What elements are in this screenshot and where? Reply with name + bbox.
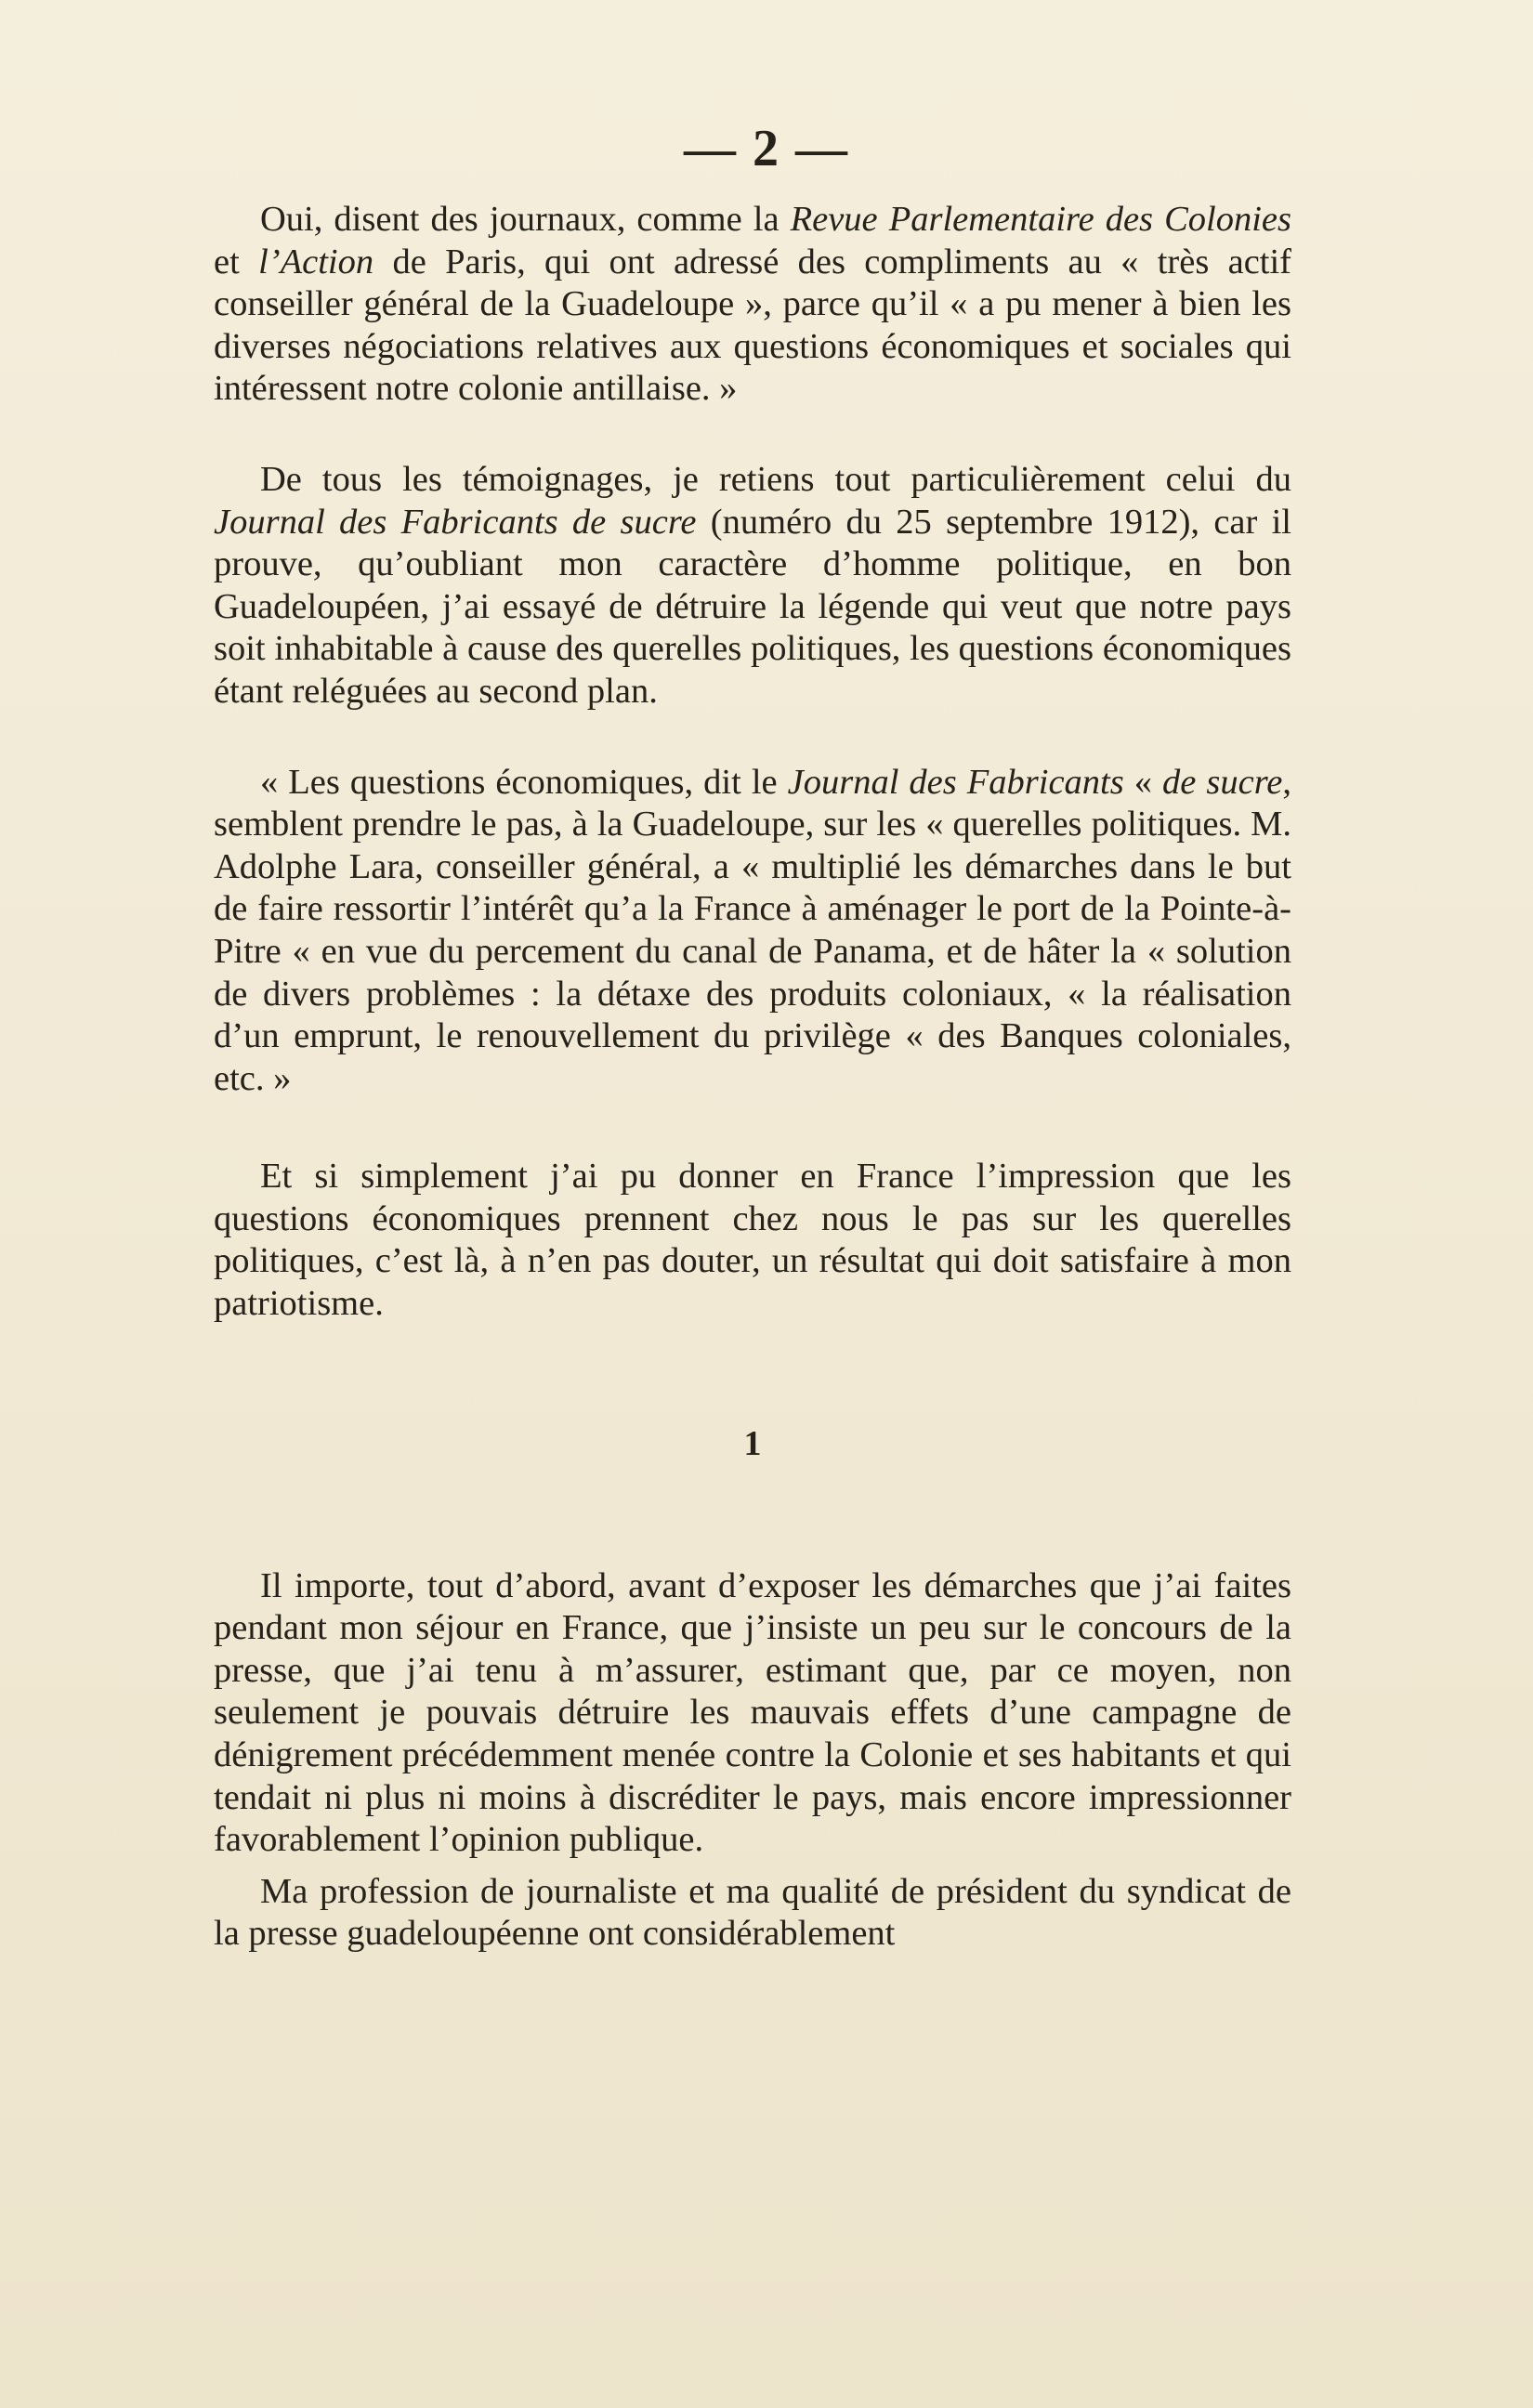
- paragraph-journalist-profession: [214, 1871, 1291, 1956]
- paragraph-quote-journal-fabricants: [214, 762, 1291, 1101]
- text-run: De tous les témoignages, je retiens tout particulièrement celui du: [260, 459, 1291, 499]
- section-number: 1: [743, 1423, 762, 1463]
- text-run: Et si simplement j’ai pu donner en France l’impression que les questions économiques prennent chez nous le pas sur les querelles politiques, c’est là, à n’en pas douter, un résultat qui doit satisfaire à mon patriotisme.: [214, 1157, 1291, 1324]
- body-text: [214, 199, 1291, 1956]
- italic-title-run: Journal des Fabricants: [787, 762, 1124, 802]
- text-run: Oui, disent des journaux, comme la: [260, 200, 791, 239]
- italic-title-run: de sucre: [1162, 762, 1283, 802]
- paragraph-journals: [214, 199, 1291, 411]
- text-run: , semblent prendre le pas, à la Guadeloupe, sur les « querelles politiques. M. Adolphe Lara, conseiller général, a « multiplié les démarches dans le but de faire ressortir l’intérêt qu’a la France à aménager le port de la Pointe-à-Pitre « en vue du percement du canal de Panama, et de hâter la « solution de divers problèmes : la détaxe des produits coloniaux, « la réalisation d’un emprunt, le renouvellement du privilège « des Banques coloniales, etc. »: [214, 762, 1291, 1098]
- text-run: de Paris, qui ont adressé des compliments au « très actif conseiller général de la Guadeloupe », parce qu’il « a pu mener à bien les diverses négociations relatives aux questions économiques et sociales qui intéressent notre colonie antillaise. »: [214, 242, 1291, 409]
- text-run: « Les questions économiques, dit le: [260, 762, 788, 802]
- paragraph-patriotism: [214, 1156, 1291, 1325]
- paragraph-testimonies: [214, 459, 1291, 713]
- paragraph-press-support: [214, 1565, 1291, 1862]
- italic-title-run: l’Action: [258, 242, 374, 281]
- italic-title-run: Journal des Fabricants de sucre: [214, 502, 697, 542]
- text-run: Il importe, tout d’abord, avant d’exposer les démarches que j’ai faites pendant mon séjour en France, que j’insiste un peu sur le concours de la presse, que j’ai tenu à m’assurer, estimant que, par ce moyen, non seulement je pouvais détruire les mauvais effets d’une campagne de dénigrement précédemment menée contre la Colonie et ses habitants et qui tendait ni plus ni moins à discréditer le pays, mais encore impressionner favorablement l’opinion publique.: [214, 1565, 1291, 1860]
- italic-title-run: Revue Parlementaire des Colonies: [790, 200, 1291, 239]
- page-number: — 2 —: [684, 120, 849, 177]
- text-run: Ma profession de journaliste et ma qualité de président du syndicat de la presse guadeloupéenne ont considérablement: [214, 1871, 1291, 1954]
- text-run: «: [1123, 762, 1163, 802]
- text-run: (numéro du 25 septembre 1912), car il prouve, qu’oubliant mon caractère d’homme politique, en bon Guadeloupéen, j’ai essayé de détruire la légende qui veut que notre pays soit inhabitable à cause des querelles politiques, les questions économiques étant reléguées au second plan.: [214, 502, 1291, 711]
- text-run: et: [214, 242, 259, 281]
